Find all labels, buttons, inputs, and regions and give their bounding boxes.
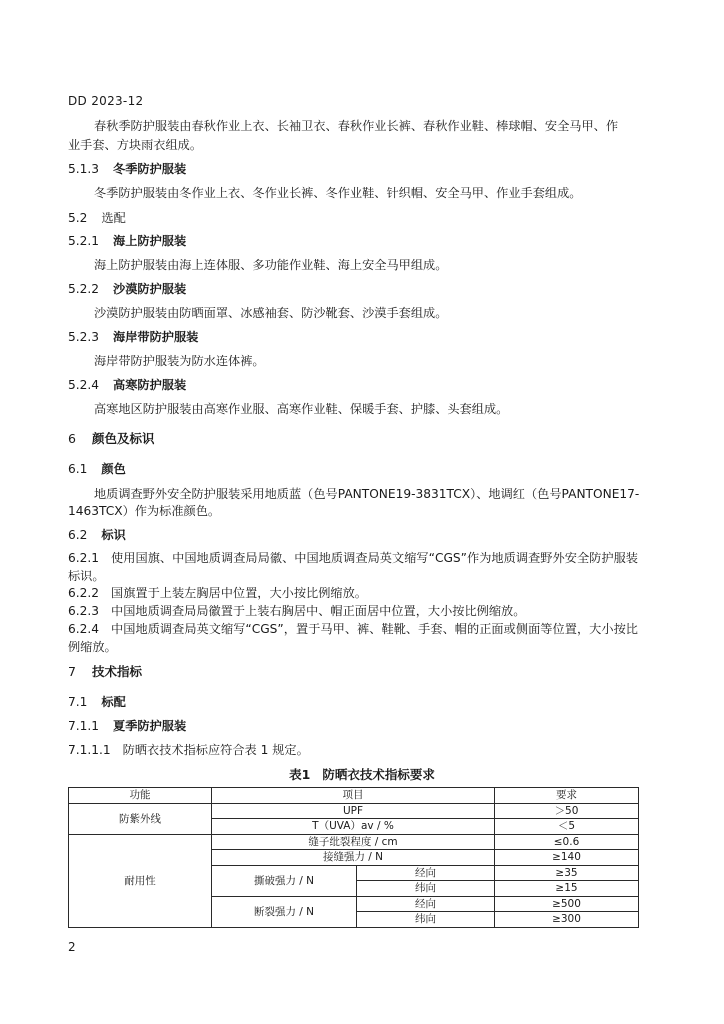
item-tear-strength: 撕破强力 / N (212, 865, 357, 896)
section-number: 5.2.2 (68, 282, 100, 296)
clause-text: 中国地质调查局局徽置于上装右胸居中、帽正面居中位置，大小按比例缩放。 (111, 604, 526, 618)
page-number: 2 (68, 940, 76, 954)
item-break-strength: 断裂强力 / N (212, 896, 357, 927)
item-uva: T（UVA）av / % (212, 819, 495, 835)
section-title: 选配 (101, 211, 126, 225)
paragraph-color-2: 1463TCX）作为标准颜色。 (68, 504, 221, 518)
section-number: 7.1.1 (68, 719, 100, 733)
clause-7-1-1-1 (68, 742, 309, 758)
item-upf: UPF (212, 803, 495, 819)
section-number: 6.2 (68, 528, 88, 542)
spec-table (68, 787, 639, 928)
break-weft-label: 纬向 (357, 912, 495, 928)
break-warp-label: 经向 (357, 896, 495, 912)
clause-6-2-3 (68, 602, 638, 620)
heading-5-1-3 (68, 161, 186, 177)
section-title: 夏季防护服装 (113, 719, 187, 733)
req-uva: ＜5 (495, 819, 639, 835)
section-number: 7 (68, 664, 76, 679)
req-seam-strength: ≥140 (495, 850, 639, 866)
req-break-warp: ≥500 (495, 896, 639, 912)
section-title: 颜色 (101, 462, 126, 476)
section-title: 技术指标 (91, 664, 142, 679)
header-item: 项目 (212, 788, 495, 804)
req-tear-warp: ≥35 (495, 865, 639, 881)
section-title: 高寒防护服装 (113, 378, 187, 392)
section-number: 6 (68, 431, 76, 446)
clause-number: 7.1.1.1 (68, 743, 111, 757)
table-row (69, 834, 639, 850)
req-upf: ＞50 (495, 803, 639, 819)
paragraph-desert: 沙漠防护服装由防晒面罩、冰感袖套、防沙靴套、沙漠手套组成。 (94, 306, 448, 320)
table-caption (0, 765, 724, 783)
heading-5-2-1 (68, 233, 186, 249)
heading-7-1-1 (68, 718, 186, 734)
heading-5-2-2 (68, 281, 186, 297)
paragraph-winter: 冬季防护服装由冬作业上衣、冬作业长裤、冬作业鞋、针织帽、安全马甲、作业手套组成。 (94, 186, 582, 200)
paragraph-coastal: 海岸带防护服装为防水连体裤。 (94, 354, 265, 368)
tear-weft-label: 纬向 (357, 881, 495, 897)
section-title: 标识 (101, 528, 126, 542)
heading-6-1 (68, 461, 126, 477)
req-tear-weft: ≥15 (495, 881, 639, 897)
paragraph-color-1: 地质调查野外安全防护服装采用地质蓝（色号PANTONE19-3831TCX）、地调红（色号PANTONE17- (94, 487, 640, 501)
header-requirement: 要求 (495, 788, 639, 804)
heading-6 (68, 431, 154, 447)
tear-warp-label: 经向 (357, 865, 495, 881)
section-title: 海岸带防护服装 (113, 330, 199, 344)
paragraph-alpine: 高寒地区防护服装由高寒作业服、高寒作业鞋、保暖手套、护膝、头套组成。 (94, 402, 509, 416)
section-number: 5.2 (68, 211, 88, 225)
clause-number: 6.2.1 (68, 551, 100, 565)
section-number: 5.1.3 (68, 162, 100, 176)
table-number: 表1 (289, 767, 311, 782)
function-durability: 耐用性 (69, 834, 212, 927)
heading-7 (68, 664, 142, 680)
table-title: 防晒衣技术指标要求 (322, 767, 435, 782)
section-title: 颜色及标识 (91, 431, 155, 446)
clause-text: 使用国旗、中国地质调查局局徽、中国地质调查局英文缩写“CGS”作为地质调查野外安全防护服装标识。 (68, 551, 638, 583)
section-title: 冬季防护服装 (113, 162, 187, 176)
document-code: DD 2023-12 (68, 94, 144, 108)
paragraph-spring-autumn-2: 业手套、方块雨衣组成。 (68, 138, 203, 152)
section-title: 海上防护服装 (113, 234, 187, 248)
clause-number: 6.2.2 (68, 586, 100, 600)
clause-text: 中国地质调查局英文缩写“CGS”，置于马甲、裤、鞋靴、手套、帽的正面或侧面等位置，大小按比例缩放。 (68, 622, 638, 654)
heading-6-2 (68, 527, 126, 543)
section-number: 5.2.3 (68, 330, 100, 344)
clause-6-2-4 (68, 620, 638, 656)
section-number: 6.1 (68, 462, 88, 476)
req-break-weft: ≥300 (495, 912, 639, 928)
item-seam-strength: 接缝强力 / N (212, 850, 495, 866)
paragraph-marine: 海上防护服装由海上连体服、多功能作业鞋、海上安全马甲组成。 (94, 258, 448, 272)
req-seam-slippage: ≤0.6 (495, 834, 639, 850)
clause-6-2-1 (68, 549, 638, 585)
section-number: 5.2.4 (68, 378, 100, 392)
section-number: 5.2.1 (68, 234, 100, 248)
section-title: 标配 (101, 695, 126, 709)
heading-7-1 (68, 694, 126, 710)
heading-5-2-4 (68, 377, 186, 393)
clause-text: 国旗置于上装左胸居中位置，大小按比例缩放。 (111, 586, 367, 600)
heading-5-2-3 (68, 329, 198, 345)
clause-number: 6.2.3 (68, 604, 100, 618)
table-header-row (69, 788, 639, 804)
header-function: 功能 (69, 788, 212, 804)
paragraph-spring-autumn-1: 春秋季防护服装由春秋作业上衣、长袖卫衣、春秋作业长裤、春秋作业鞋、棒球帽、安全马甲、作 (94, 119, 619, 133)
section-number: 7.1 (68, 695, 88, 709)
clause-6-2-2 (68, 584, 638, 602)
section-title: 沙漠防护服装 (113, 282, 187, 296)
clause-text: 防晒衣技术指标应符合表 1 规定。 (122, 743, 309, 757)
item-seam-slippage: 缝子纰裂程度 / cm (212, 834, 495, 850)
table-row (69, 803, 639, 819)
clause-number: 6.2.4 (68, 622, 100, 636)
function-uv: 防紫外线 (69, 803, 212, 834)
heading-5-2 (68, 210, 126, 226)
